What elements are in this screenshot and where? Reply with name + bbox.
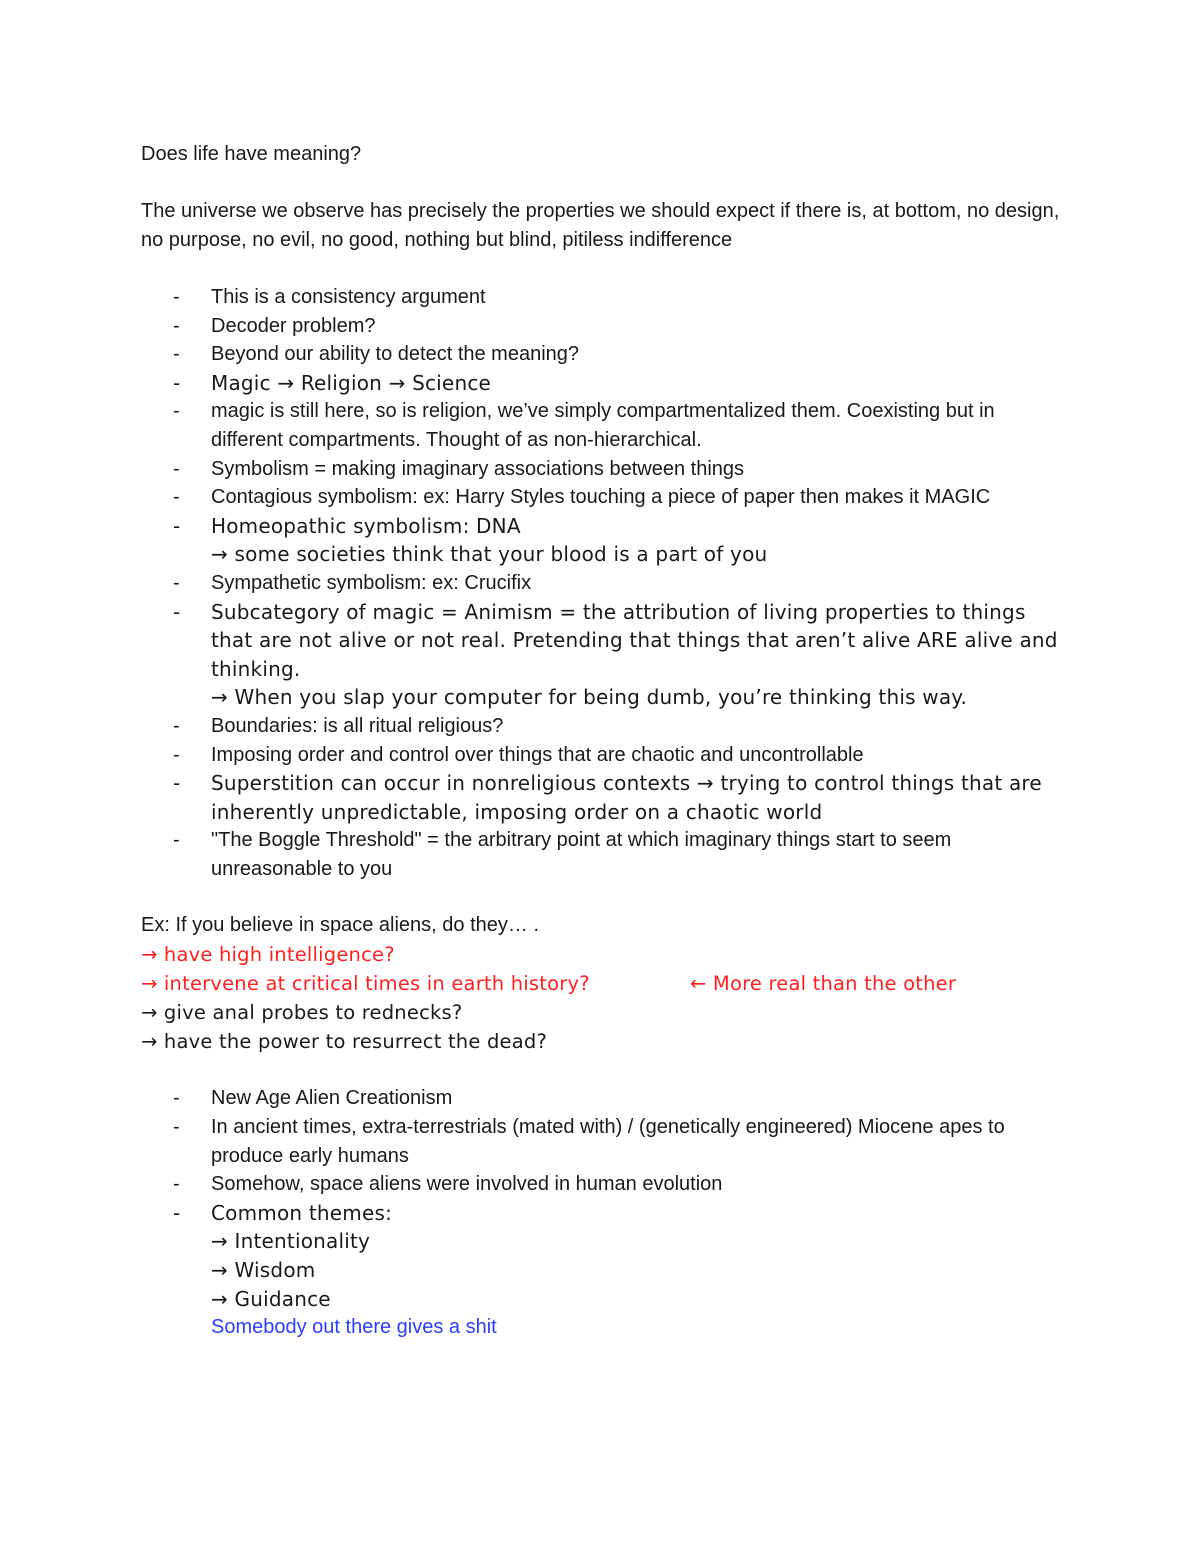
quote-paragraph: The universe we observe has precisely the properties we should expect if there is, at bottom, no design, no purpose, no evil, no good, nothing but blind, pitiless indifference xyxy=(141,200,1060,251)
example-row xyxy=(141,969,1071,998)
list-subitem: → some societies think that your blood is a part of you xyxy=(211,542,768,567)
example-question: → give anal probes to rednecks? xyxy=(141,1001,463,1025)
list-item: - Common themes: → Intentionality → Wisdom → Guidance Somebody out there gives a shit xyxy=(141,1199,1071,1342)
list-item: - This is a consistency argument xyxy=(173,286,486,308)
example-intro: Ex: If you believe in space aliens, do they… . xyxy=(141,914,539,937)
list-item: - Boundaries: is all ritual religious? xyxy=(173,714,504,737)
list-subitem: → When you slap your computer for being dumb, you’re thinking this way. xyxy=(211,685,968,710)
list-item: - "The Boggle Threshold" = the arbitrary point at which imaginary things start to seem unreasonable to you xyxy=(173,829,952,880)
closing-note: Somebody out there gives a shit xyxy=(211,1316,497,1339)
example-question: → have high intelligence? xyxy=(141,943,395,967)
page-title: Does life have meaning? xyxy=(141,143,362,165)
notes-list xyxy=(141,283,1071,883)
list-item: - Imposing order and control over things that are chaotic and uncontrollable xyxy=(173,743,864,766)
list-item: - Homeopathic symbolism: DNA → some societies think that your blood is a part of you xyxy=(141,512,1071,569)
list-item: - Beyond our ability to detect the meaning? xyxy=(173,343,580,366)
theme-item: → Intentionality xyxy=(211,1229,371,1254)
theme-item: → Guidance xyxy=(211,1286,331,1311)
list-item: - Subcategory of magic = Animism = the attribution of living properties to things that are not alive or not real. Pretending that things that aren’t alive ARE alive and thinking. → When you slap your computer for being dumb, you’re thinking this way. xyxy=(141,598,1071,712)
notes-list-2 xyxy=(141,1084,1071,1341)
theme-item: → Wisdom xyxy=(211,1258,316,1283)
document-page xyxy=(141,140,1071,1342)
list-item: - New Age Alien Creationism xyxy=(173,1087,453,1110)
list-item: - In ancient times, extra-terrestrials (mated with) / (genetically engineered) Miocene apes to produce early humans xyxy=(173,1116,1005,1167)
example-question: → have the power to resurrect the dead? xyxy=(141,1030,548,1054)
list-item: - Somehow, space aliens were involved in human evolution xyxy=(173,1173,723,1196)
list-item: - Contagious symbolism: ex: Harry Styles touching a piece of paper then makes it MAGIC xyxy=(173,486,991,509)
list-item: - Decoder problem? xyxy=(173,314,376,337)
list-item: - magic is still here, so is religion, we’ve simply compartmentalized them. Coexisting but in different compartments. Thought of as non-hierarchical. xyxy=(173,400,995,451)
margin-note: ← More real than the other xyxy=(690,972,957,996)
list-item: - Sympathetic symbolism: ex: Crucifix xyxy=(173,571,532,594)
list-item: - Superstition can occur in nonreligious contexts → trying to control things that are inherently unpredictable, imposing order on a chaotic world xyxy=(173,771,1042,824)
list-item: - Symbolism = making imaginary associations between things xyxy=(173,457,745,480)
list-item: - Magic → Religion → Science xyxy=(173,370,492,395)
example-question: → intervene at critical times in earth history? xyxy=(141,972,590,996)
